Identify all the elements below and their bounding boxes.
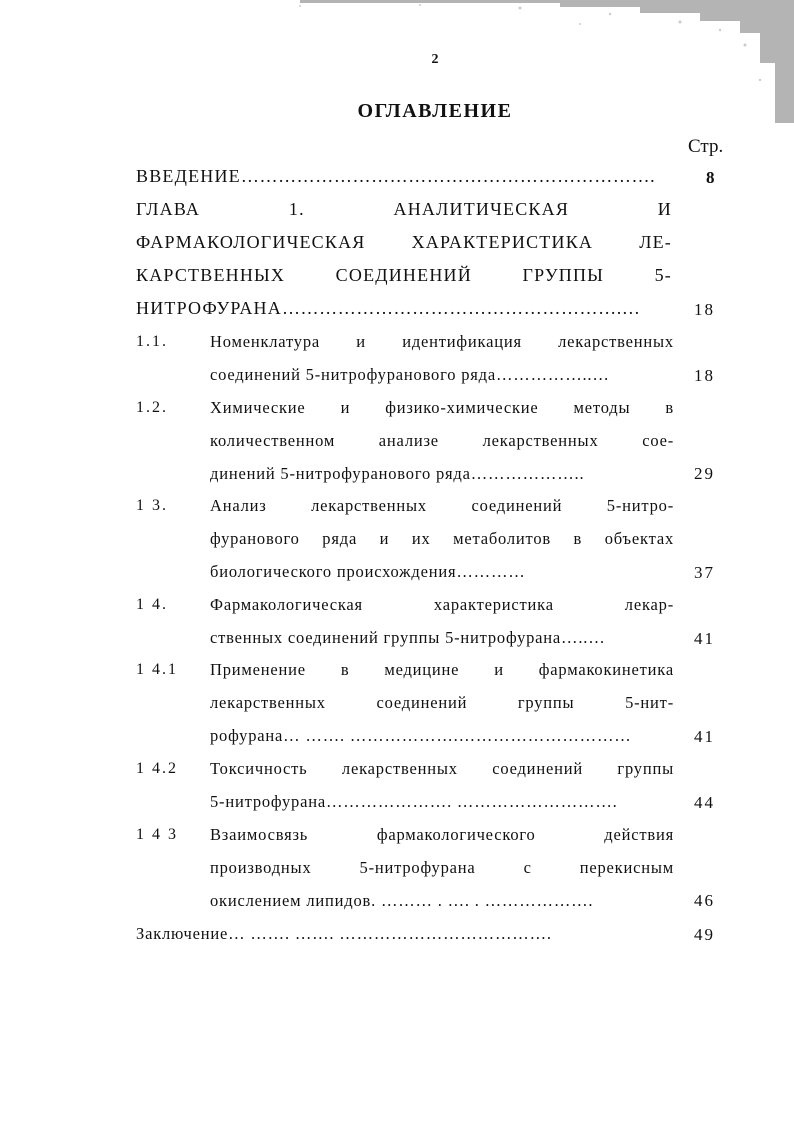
toc-section-label: соединений 5-нитрофуранового ряда xyxy=(210,365,496,384)
toc-section-leader: ……………….. xyxy=(470,464,585,483)
toc-intro-row xyxy=(136,166,672,199)
toc-section-line: Химические и физико-химические методы в xyxy=(210,398,674,417)
toc-conclusion-row xyxy=(136,924,672,944)
toc-section-last-line xyxy=(210,628,674,661)
toc-section-page: 41 xyxy=(694,727,715,746)
toc-chapter-page: 18 xyxy=(694,300,715,319)
toc-section-line: лекарственных соединений группы 5-нит- xyxy=(210,693,674,712)
toc-chapter-line: КАРСТВЕННЫХ СОЕДИНЕНИЙ ГРУППЫ 5- xyxy=(136,265,672,285)
toc-section-page: 46 xyxy=(694,891,715,910)
toc-section-page: 44 xyxy=(694,793,715,812)
toc-section-line: Взаимосвязь фармакологического действия xyxy=(210,825,674,844)
toc-chapter-line: ФАРМАКОЛОГИЧЕСКАЯ ХАРАКТЕРИСТИКА ЛЕ- xyxy=(136,232,672,252)
toc-section-label: динений 5-нитрофуранового ряда xyxy=(210,464,471,483)
toc-section-leader: …..… xyxy=(561,628,606,647)
toc-section-number: 1 4. xyxy=(136,596,168,613)
toc-section-number: 1 4.1 xyxy=(136,661,178,678)
toc-section-number: 1 3. xyxy=(136,497,168,514)
toc-section-last-line xyxy=(210,464,674,497)
toc-section-page: 41 xyxy=(694,629,715,648)
toc-section-leader: . ……… . …. . ………………. xyxy=(371,891,594,910)
toc-section-line: фуранового ряда и их метаболитов в объектах xyxy=(210,529,674,548)
toc-section-page: 18 xyxy=(694,366,715,385)
toc-section-label: ственных соединений группы 5-нитрофурана xyxy=(210,628,562,647)
toc-section-number: 1 4 3 xyxy=(136,826,178,843)
toc-chapter-leader: ……………………………………………….… xyxy=(281,298,641,318)
toc-section-last-line xyxy=(210,365,674,398)
page-title: ОГЛАВЛЕНИЕ xyxy=(357,100,513,122)
toc-section-line: Анализ лекарственных соединений 5-нитро- xyxy=(210,496,674,515)
toc-intro-label: ВВЕДЕНИЕ xyxy=(136,166,241,186)
toc-section-line: количественном анализе лекарственных сое- xyxy=(210,431,674,450)
toc-chapter-last-line xyxy=(136,298,672,331)
toc-section-label: биологического происхождения xyxy=(210,562,457,581)
toc-section-label: окислением липидов xyxy=(210,891,372,910)
toc-section-line: Фармакологическая характеристика лекар- xyxy=(210,595,674,614)
toc-section-number: 1.2. xyxy=(136,399,168,416)
toc-section-last-line xyxy=(210,726,674,759)
toc-section-line: производных 5-нитрофурана с перекисным xyxy=(210,858,674,877)
toc-chapter-line: ГЛАВА 1. АНАЛИТИЧЕСКАЯ И xyxy=(136,199,672,219)
toc-section-leader: ……………..… xyxy=(496,365,610,384)
toc-section-label: рофурана xyxy=(210,726,284,745)
toc-section-last-line xyxy=(210,562,674,595)
toc-section-label: 5-нитрофурана xyxy=(210,792,326,811)
page-number: 2 xyxy=(431,52,439,67)
toc-section-line: Токсичность лекарственных соединений группы xyxy=(210,759,674,778)
toc-section-last-line xyxy=(210,891,674,924)
page-column-label: Стр. xyxy=(688,136,724,157)
toc-section-line: Номенклатура и идентификация лекарственных xyxy=(210,332,674,351)
toc-section-number: 1.1. xyxy=(136,333,168,350)
toc-section-line: Применение в медицине и фармакокинетика xyxy=(210,660,674,679)
toc-conclusion-page: 49 xyxy=(694,925,715,944)
toc-conclusion-leader: … ……. ……. ………………………………. xyxy=(228,924,552,943)
toc-section-leader: … ……. ……………….………………………… xyxy=(283,726,632,745)
toc-section-page: 37 xyxy=(694,563,715,582)
toc-conclusion-label: Заключение xyxy=(136,924,229,943)
toc-section-leader: …………………. ………………………. xyxy=(325,792,618,811)
toc-section-last-line xyxy=(210,792,674,825)
toc-intro-leader: …………………………………………………………. xyxy=(240,166,656,186)
toc-chapter-label: НИТРОФУРАНА xyxy=(136,298,282,318)
toc-section-page: 29 xyxy=(694,464,715,483)
toc-section-leader: ………… xyxy=(456,562,526,581)
toc-intro-page: 8 xyxy=(706,168,717,187)
toc-section-number: 1 4.2 xyxy=(136,760,178,777)
